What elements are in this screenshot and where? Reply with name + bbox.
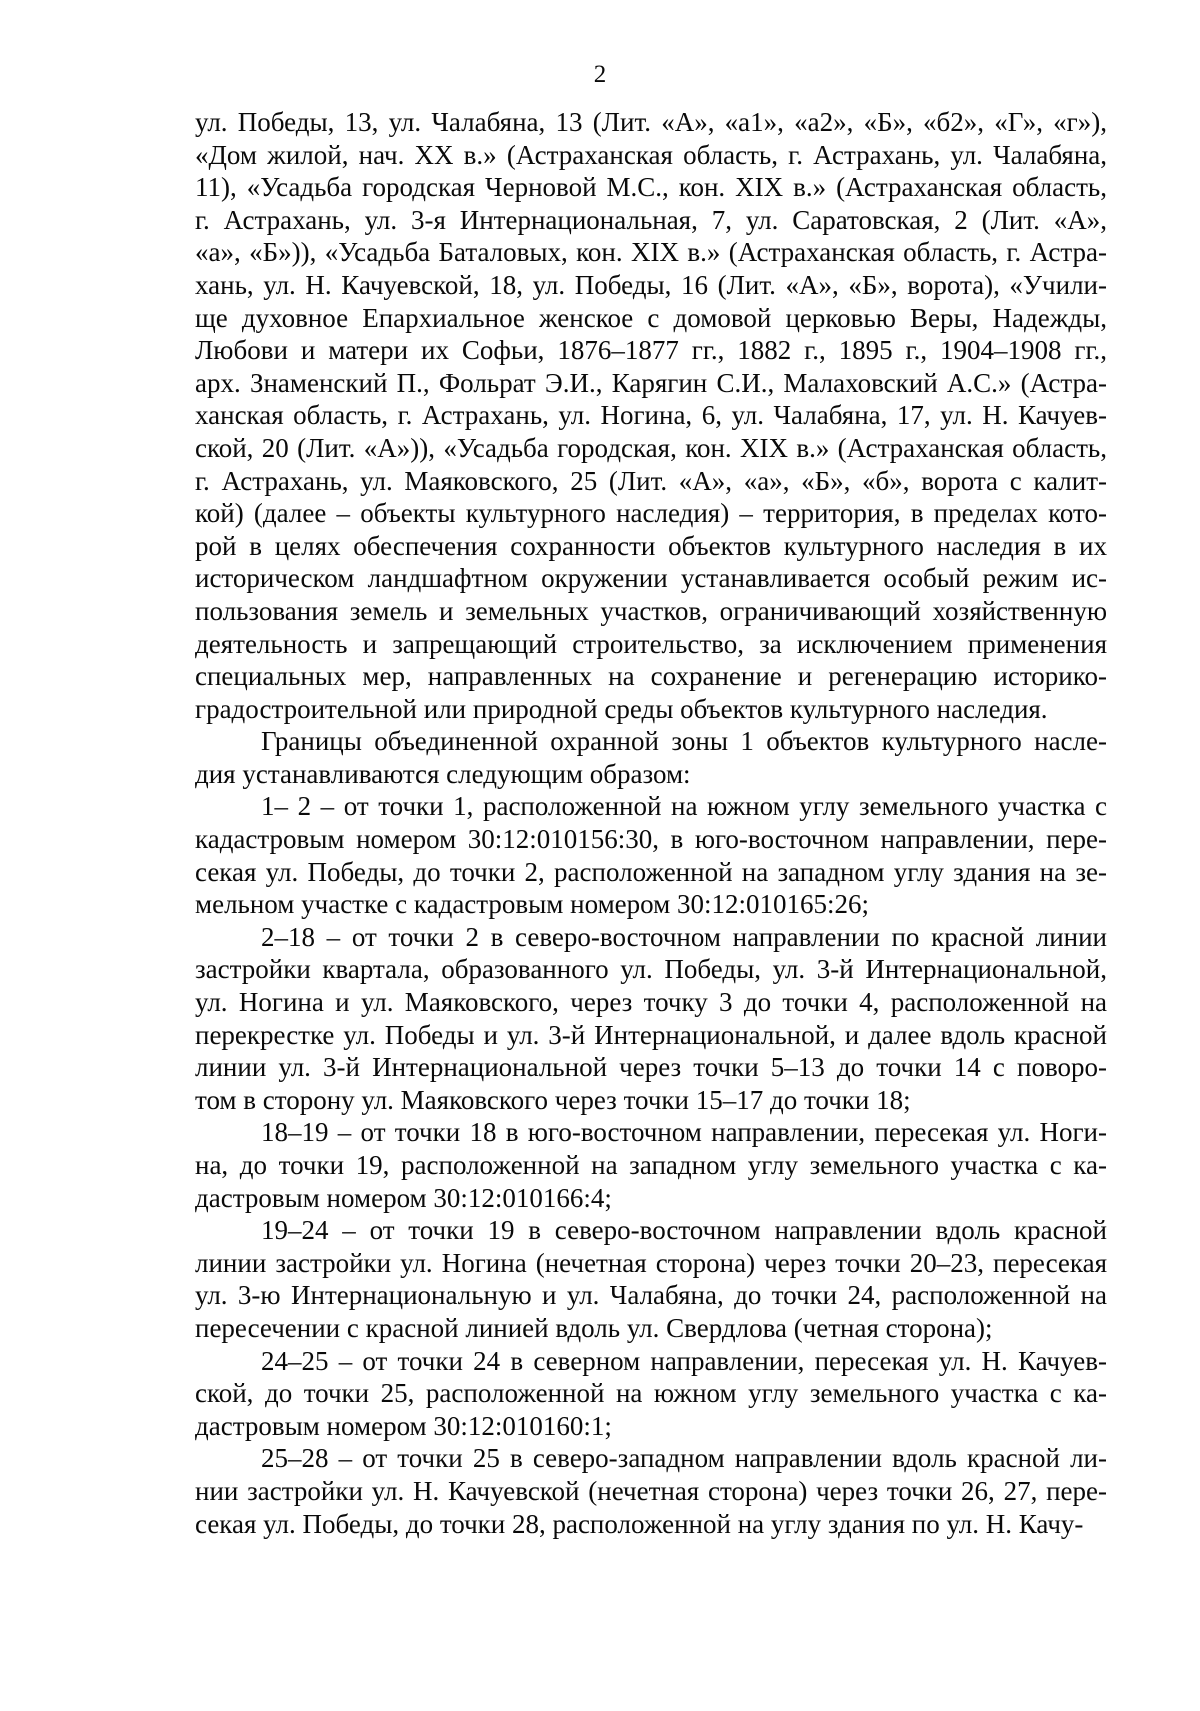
text-line: ул. 3-ю Интернациональную и ул. Чалабяна, до точки 24, расположенной на	[195, 1280, 1107, 1311]
text-line: линии ул. 3-й Интернациональной через точки 5–13 до точки 14 с поворо-	[195, 1052, 1107, 1083]
text-line: «Дом жилой, нач. XX в.» (Астраханская область, г. Астрахань, ул. Чалабяна,	[195, 139, 1107, 170]
paragraph	[195, 921, 1107, 1117]
text-line: линии застройки ул. Ногина (нечетная сторона) через точки 20–23, пересекая	[195, 1247, 1107, 1278]
text-line: ской, до точки 25, расположенной на южном углу земельного участка с ка-	[195, 1378, 1107, 1409]
text-line: на, до точки 19, расположенной на западном углу земельного участка с ка-	[195, 1150, 1107, 1180]
paragraph	[195, 725, 1107, 790]
text-line: г. Астрахань, ул. Маяковского, 25 (Лит. «А», «а», «Б», «б», ворота с калит-	[195, 465, 1107, 496]
text-line: мельном участке с кадастровым номером 30:12:010165:26;	[195, 889, 869, 920]
paragraph	[195, 1345, 1107, 1443]
text-line: том в сторону ул. Маяковского через точки 15–17 до точки 18;	[195, 1084, 911, 1115]
text-line: ул. Ногина и ул. Маяковского, через точку 3 до точки 4, расположенной на	[195, 987, 1107, 1018]
text-line: ханская область, г. Астрахань, ул. Ногина, 6, ул. Чалабяна, 17, ул. Н. Качуев-	[195, 400, 1107, 431]
text-line: ул. Победы, 13, ул. Чалабяна, 13 (Лит. «А», «а1», «а2», «Б», «б2», «Г», «г»),	[195, 107, 1107, 137]
text-line: деятельность и запрещающий строительство, за исключением применения	[195, 628, 1107, 659]
paragraph	[195, 1442, 1107, 1540]
text-line: перекрестке ул. Победы и ул. 3-й Интернациональной, и далее вдоль красной	[195, 1019, 1107, 1050]
text-line: секая ул. Победы, до точки 28, расположенной на углу здания по ул. Н. Качу-	[195, 1508, 1084, 1539]
text-line: пересечении с красной линией вдоль ул. Свердлова (четная сторона);	[195, 1312, 993, 1343]
text-line: 24–25 – от точки 24 в северном направлении, пересекая ул. Н. Качуев-	[261, 1345, 1107, 1376]
text-line: Любови и матери их Софьи, 1876–1877 гг., 1882 г., 1895 г., 1904–1908 гг.,	[195, 335, 1107, 366]
page-number: 2	[593, 61, 607, 88]
text-line: дастровым номером 30:12:010166:4;	[195, 1182, 612, 1213]
text-line: кой) (далее – объекты культурного наследия) – территория, в пределах кото-	[195, 498, 1107, 529]
text-line: 25–28 – от точки 25 в северо-западном направлении вдоль красной ли-	[261, 1443, 1107, 1474]
text-line: 1– 2 – от точки 1, расположенной на южном углу земельного участка с	[261, 791, 1107, 822]
text-line: «а», «Б»)), «Усадьба Баталовых, кон. XIX в.» (Астраханская область, г. Астра-	[195, 237, 1107, 268]
paragraph	[195, 1214, 1107, 1344]
text-line: специальных мер, направленных на сохранение и регенерацию историко-	[195, 661, 1107, 692]
text-line: рой в целях обеспечения сохранности объектов культурного наследия в их	[195, 530, 1107, 561]
paragraph	[195, 106, 1107, 725]
text-line: застройки квартала, образованного ул. Победы, ул. 3-й Интернациональной,	[195, 954, 1107, 985]
paragraph	[195, 1116, 1107, 1214]
document-body	[195, 106, 1107, 1540]
text-line: пользования земель и земельных участков, ограничивающий хозяйственную	[195, 595, 1107, 626]
text-line: ской, 20 (Лит. «А»)), «Усадьба городская, кон. XIX в.» (Астраханская область,	[195, 432, 1107, 463]
text-line: нии застройки ул. Н. Качуевской (нечетная сторона) через точки 26, 27, пере-	[195, 1475, 1107, 1506]
text-line: градостроительной или природной среды объектов культурного наследия.	[195, 693, 1048, 724]
text-line: 18–19 – от точки 18 в юго-восточном направлении, пересекая ул. Ноги-	[261, 1117, 1107, 1148]
text-line: Границы объединенной охранной зоны 1 объектов культурного насле-	[261, 726, 1107, 757]
text-line: 2–18 – от точки 2 в северо-восточном направлении по красной линии	[261, 921, 1107, 952]
text-line: хань, ул. Н. Качуевской, 18, ул. Победы, 16 (Лит. «А», «Б», ворота), «Учили-	[195, 269, 1107, 300]
text-line: секая ул. Победы, до точки 2, расположенной на западном углу здания на зе-	[195, 856, 1107, 887]
text-line: дия устанавливаются следующим образом:	[195, 758, 691, 789]
text-line: ще духовное Епархиальное женское с домовой церковью Веры, Надежды,	[195, 302, 1107, 333]
text-line: кадастровым номером 30:12:010156:30, в юго-восточном направлении, пере-	[195, 824, 1107, 855]
text-line: 11), «Усадьба городская Черновой М.С., кон. XIX в.» (Астраханская область,	[195, 172, 1107, 203]
text-line: арх. Знаменский П., Фольрат Э.И., Карягин С.И., Малаховский А.С.» (Астра-	[195, 367, 1107, 398]
paragraph	[195, 790, 1107, 920]
text-line: г. Астрахань, ул. 3-я Интернациональная, 7, ул. Саратовская, 2 (Лит. «А»,	[195, 204, 1107, 235]
text-line: историческом ландшафтном окружении устанавливается особый режим ис-	[195, 563, 1107, 594]
text-line: 19–24 – от точки 19 в северо-восточном направлении вдоль красной	[261, 1215, 1107, 1246]
text-line: дастровым номером 30:12:010160:1;	[195, 1410, 612, 1441]
